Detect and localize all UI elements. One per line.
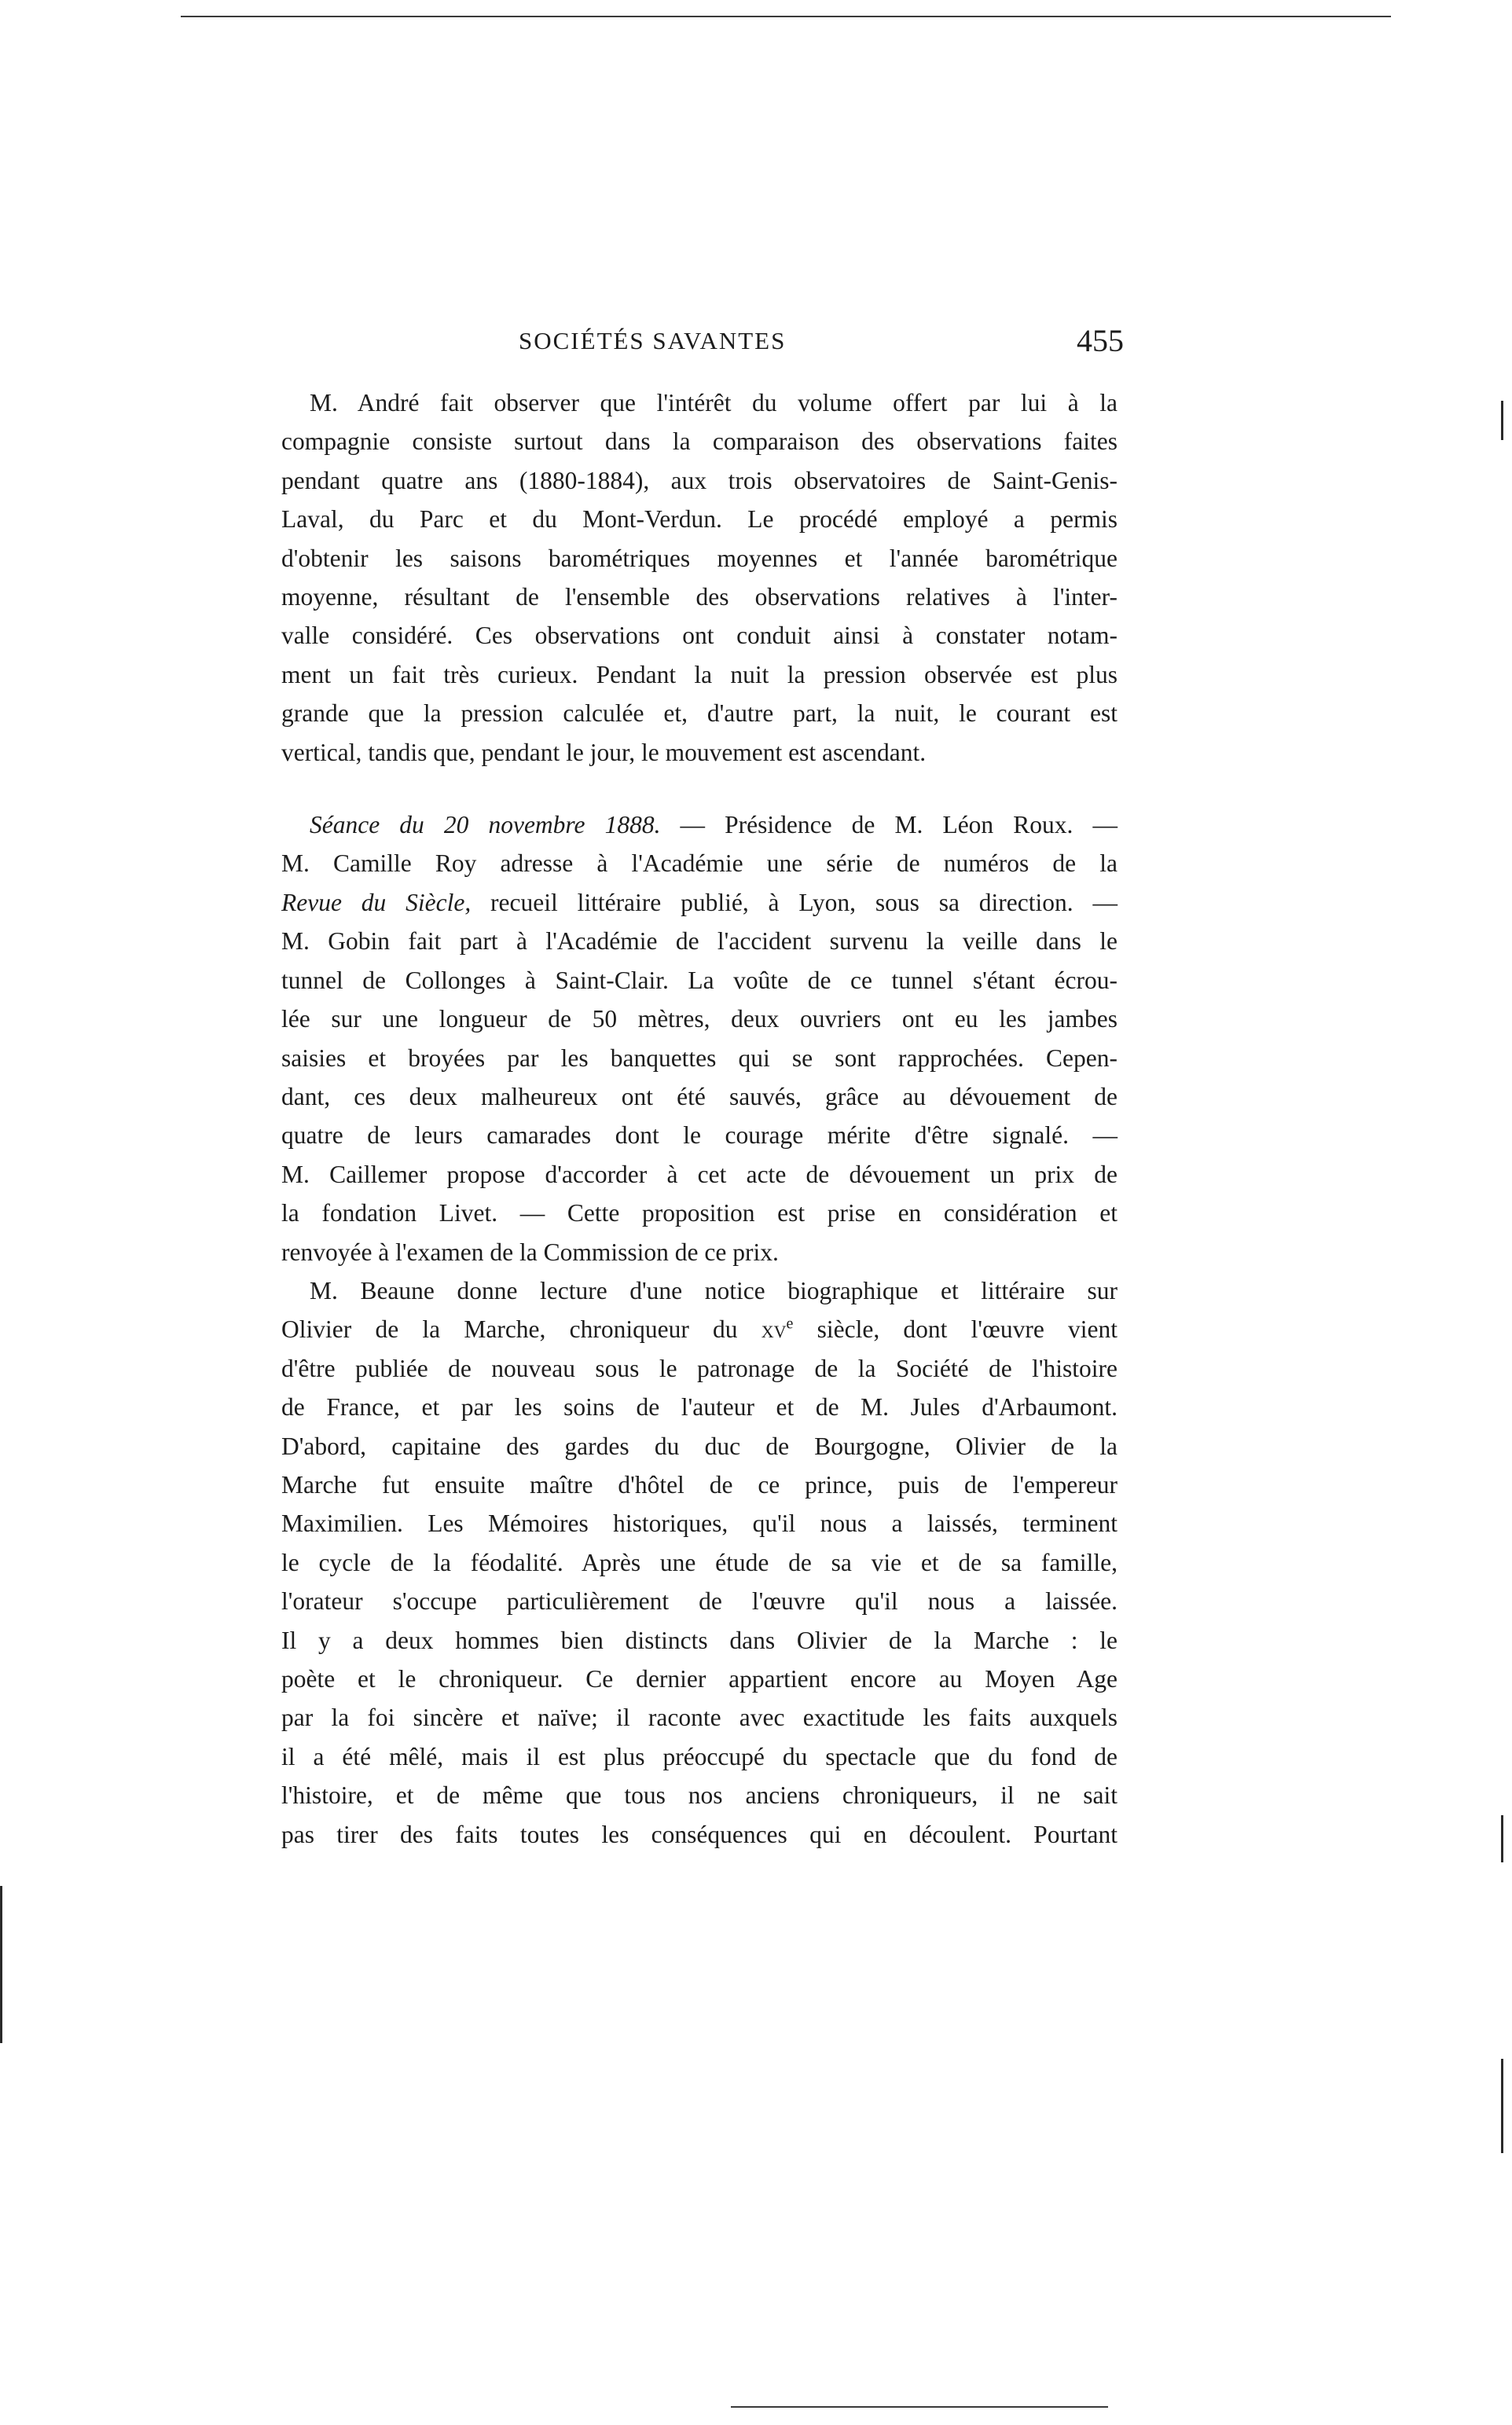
scan-top-edge [181, 16, 1391, 17]
text-line: Maximilien. Les Mémoires historiques, qu'il nous a laissés, terminent [281, 1510, 1117, 1538]
text-line [281, 805, 1117, 844]
text-line: tunnel de Collonges à Saint-Clair. La voûte de ce tunnel s'étant écrou- [281, 966, 1117, 994]
text-line: moyenne, résultant de l'ensemble des observations relatives à l'inter- [281, 583, 1117, 611]
seance-presidence: — Présidence de M. Léon Roux. — [660, 811, 1117, 839]
text-line: de France, et par les soins de l'auteur et de M. Jules d'Arbaumont. [281, 1393, 1117, 1422]
text-line: le cycle de la féodalité. Après une étude de sa vie et de sa famille, [281, 1548, 1117, 1576]
text-line: il a été mêlé, mais il est plus préoccupé du spectacle que du fond de [281, 1742, 1117, 1770]
text-line: M. Caillemer propose d'accorder à cet acte de dévouement un prix de [281, 1160, 1117, 1188]
text-line: renvoyée à l'examen de la Commission de ce prix. [281, 1238, 779, 1266]
scan-left-edge [0, 1886, 2, 2043]
body-text [281, 383, 1117, 1854]
running-title: SOCIÉTÉS SAVANTES [519, 327, 787, 354]
century-numeral: xv [761, 1315, 787, 1344]
text-line: grande que la pression calculée et, d'autre part, la nuit, le courant est [281, 699, 1117, 728]
text-line: quatre de leurs camarades dont le courage mérite d'être signalé. — [281, 1121, 1117, 1150]
text-line: pendant quatre ans (1880-1884), aux trois observatoires de Saint-Genis- [281, 466, 1117, 494]
scan-right-mark-2 [1501, 1815, 1503, 1862]
text-line: la fondation Livet. — Cette proposition est prise en considération et [281, 1199, 1117, 1227]
page-number: 455 [1077, 323, 1124, 358]
text-line: pas tirer des faits toutes les conséquences qui en découlent. Pourtant [281, 1820, 1117, 1848]
text-line: l'histoire, et de même que tous nos anciens chroniqueurs, il ne sait [281, 1781, 1117, 1810]
text-line: M. Gobin fait part à l'Académie de l'accident survenu la veille dans le [281, 927, 1117, 956]
text-line: Marche fut ensuite maître d'hôtel de ce prince, puis de l'empereur [281, 1470, 1117, 1499]
text-line: par la foi sincère et naïve; il raconte avec exactitude les faits auxquels [281, 1704, 1117, 1732]
journal-title: Revue du Siècle, [281, 888, 472, 916]
text-line: valle considéré. Ces observations ont conduit ainsi à constater notam- [281, 622, 1117, 650]
text-line: compagnie consiste surtout dans la comparaison des observations faites [281, 427, 1117, 456]
paragraph-seance [281, 805, 1117, 1271]
text-line: d'être publiée de nouveau sous le patronage de la Société de l'histoire [281, 1354, 1117, 1382]
text-line: Revue du Siècle, recueil littéraire publié, à Lyon, sous sa direction. — [281, 888, 1117, 916]
paragraph-andre [281, 383, 1117, 772]
text-line: Olivier de la Marche, chroniqueur du $xv^e$ siècle, dont l'œuvre vient [281, 1315, 1117, 1344]
scan-right-mark-3 [1501, 2059, 1503, 2153]
text-line: poète et le chroniqueur. Ce dernier appartient encore au Moyen Age [281, 1665, 1117, 1693]
text-line: l'orateur s'occupe particulièrement de l'œuvre qu'il nous a laissée. [281, 1587, 1117, 1616]
text-line: M. Camille Roy adresse à l'Académie une série de numéros de la [281, 849, 1117, 878]
running-head [283, 322, 1132, 369]
paragraph-beaune [281, 1271, 1117, 1854]
text-line: Il y a deux hommes bien distincts dans Olivier de la Marche : le [281, 1626, 1117, 1654]
text-line: D'abord, capitaine des gardes du duc de Bourgogne, Olivier de la [281, 1432, 1117, 1460]
text-line: ment un fait très curieux. Pendant la nuit la pression observée est plus [281, 660, 1117, 688]
scan-bottom-edge [731, 2406, 1108, 2408]
seance-label: Séance du 20 novembre 1888. [310, 811, 661, 839]
text-line: M. Beaune donne lecture d'une notice biographique et littéraire sur [310, 1276, 1117, 1304]
text-line: d'obtenir les saisons barométriques moyennes et l'année barométrique [281, 544, 1117, 572]
scan-right-mark-1 [1501, 401, 1503, 440]
text-line: dant, ces deux malheureux ont été sauvés, grâce au dévouement de [281, 1082, 1117, 1110]
text-line: vertical, tandis que, pendant le jour, le mouvement est ascendant. [281, 738, 927, 766]
text-line: Laval, du Parc et du Mont-Verdun. Le procédé employé a permis [281, 505, 1117, 534]
text-line: M. André fait observer que l'intérêt du volume offert par lui à la [310, 389, 1117, 416]
text-line: lée sur une longueur de 50 mètres, deux ouvriers ont eu les jambes [281, 1005, 1117, 1033]
text-line: saisies et broyées par les banquettes qui se sont rapprochées. Cepen- [281, 1044, 1117, 1072]
century-superscript: e [786, 1315, 794, 1333]
